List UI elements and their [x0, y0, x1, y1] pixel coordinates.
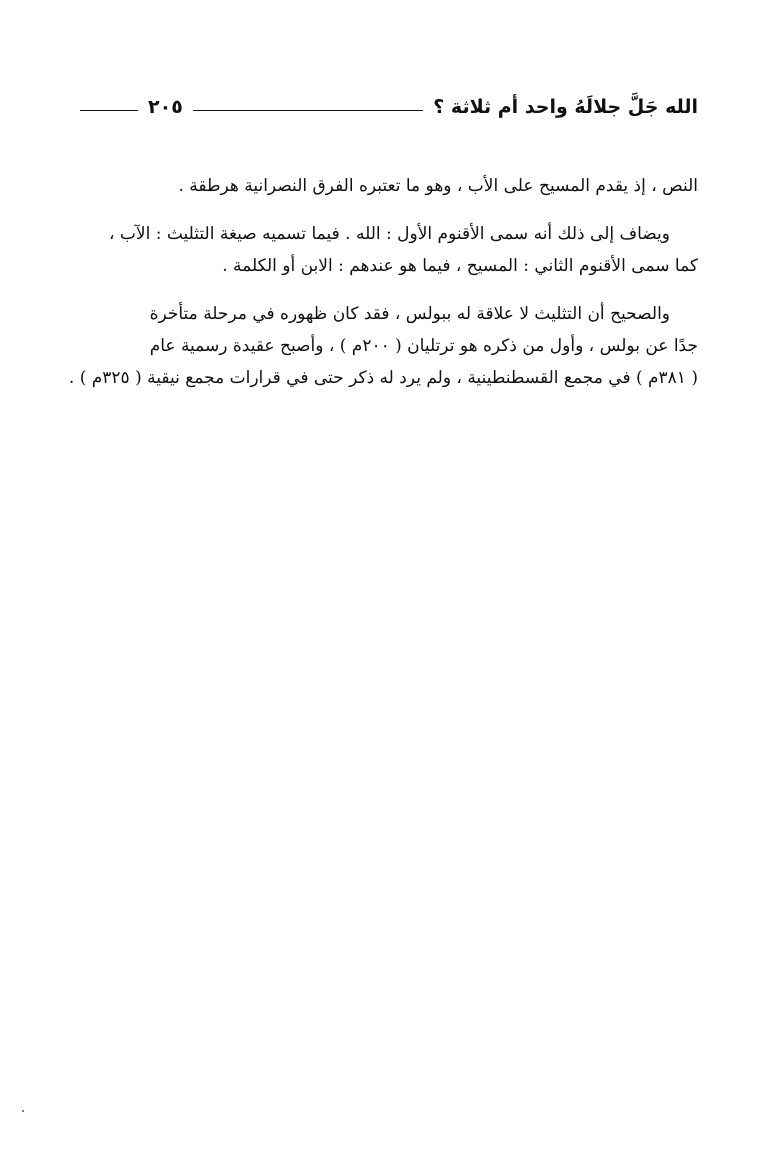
paragraph	[68, 298, 698, 394]
text-line: النص ، إذ يقدم المسيح على الأب ، وهو ما تعتبره الفرق النصرانية هرطقة .	[178, 176, 698, 196]
paragraph	[76, 170, 698, 202]
header-rule-end	[80, 110, 138, 111]
paragraph	[76, 218, 698, 282]
text-line: ويضاف إلى ذلك أنه سمى الأقنوم الأول : الله . فيما تسميه صيغة التثليث : الآب ،	[108, 224, 670, 244]
page-number: ٢٠٥	[148, 96, 183, 118]
text-line: والصحيح أن التثليث لا علاقة له ببولس ، فقد كان ظهوره في مرحلة متأخرة	[149, 304, 670, 324]
scan-speck	[22, 1110, 24, 1112]
text-line: ( ٣٨١م ) في مجمع القسطنطينية ، ولم يرد له ذكر حتى في قرارات مجمع نيقية ( ٣٢٥م ) .	[68, 368, 698, 388]
body-text	[68, 170, 698, 410]
text-line: كما سمى الأقنوم الثاني : المسيح ، فيما هو عندهم : الابن أو الكلمة .	[222, 256, 698, 276]
running-header	[80, 92, 698, 122]
running-header-title: الله جَلَّ جلالَهُ واحد أم ثلاثة ؟	[433, 96, 698, 118]
header-rule	[193, 110, 423, 111]
text-line: جدًا عن بولس ، وأول من ذكره هو ترتليان ( ٢٠٠م ) ، وأصبح عقيدة رسمية عام	[149, 336, 698, 356]
